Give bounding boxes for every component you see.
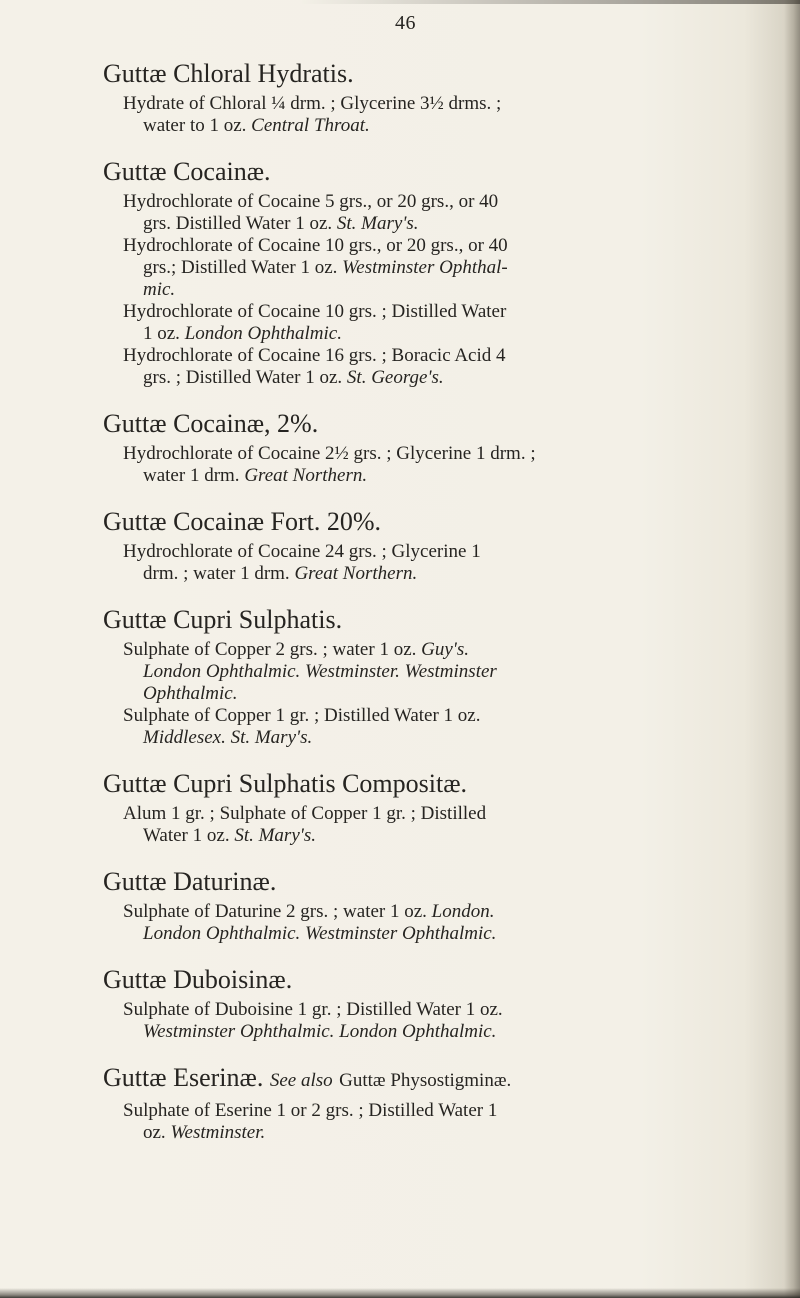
prescription-text: grs. ; Distilled Water 1 oz. [143,367,347,388]
entry-title [103,864,758,900]
prescription-text: Hydrochlorate of Cocaine 10 grs., or 20 grs., or 40 [123,235,508,256]
prescription-text: Water 1 oz. [143,825,235,846]
hospital-source: London Ophthalmic. Westminster Ophthalmic. [143,923,497,944]
formula-entry [103,864,758,945]
body-line [123,705,758,727]
see-also-note: See also [269,1070,333,1091]
prescription-text: Sulphate of Copper 2 grs. ; water 1 oz. [123,639,422,660]
body-line [123,661,758,683]
body-line [123,367,758,389]
prescription-text: Sulphate of Daturine 2 grs. ; water 1 oz. [123,901,432,922]
hospital-source: Westminster. [170,1122,266,1143]
entry-body [123,639,758,749]
entry-body [123,901,758,945]
entry-title-text: Guttæ Cocainæ Fort. 20%. [103,507,382,536]
hospital-source: Westminster Ophthalmic. London Ophthalmic. [143,1021,497,1042]
entry-title [103,1060,758,1099]
formula-entry [103,406,758,487]
prescription-text: Hydrochlorate of Cocaine 24 grs. ; Glycerine 1 [123,541,481,562]
prescription-text: Hydrochlorate of Cocaine 2½ grs. ; Glycerine 1 drm. ; [123,443,536,464]
body-line [123,115,758,137]
formula-entry [103,962,758,1043]
entry-title [103,56,758,92]
page-number: 46 [395,12,416,34]
entry-title [103,406,758,442]
see-also-reference: Guttæ Physostigminæ. [339,1070,512,1091]
entry-body [123,541,758,585]
entry-title-text: Guttæ Duboisinæ. [103,965,293,994]
body-line [123,465,758,487]
hospital-source: Guy's. [421,639,470,660]
prescription-text: Hydrochlorate of Cocaine 5 grs., or 20 grs., or 40 [123,191,499,212]
hospital-source: Westminster Ophthal- [342,257,508,278]
entry-title-text: Guttæ Cocainæ. [103,157,271,186]
body-line [123,323,758,345]
hospital-source: mic. [143,279,176,300]
hospital-source: Ophthalmic. [143,683,238,704]
body-line [123,639,758,661]
hospital-source: Great Northern. [244,465,368,486]
entry-title-text: Guttæ Daturinæ. [103,867,277,896]
prescription-text: Sulphate of Duboisine 1 gr. ; Distilled Water 1 oz. [123,999,503,1020]
formula-entry [103,504,758,585]
hospital-source: Middlesex. St. Mary's. [143,727,313,748]
hospital-source: Great Northern. [294,563,418,584]
body-line [123,279,758,301]
body-line [123,923,758,945]
body-line [123,257,758,279]
entry-title-text: Guttæ Chloral Hydratis. [103,59,354,88]
hospital-source: London. [431,901,495,922]
entry-title-text: Guttæ Cupri Sulphatis. [103,605,343,634]
body-line [123,825,758,847]
body-line [123,803,758,825]
body-line [123,563,758,585]
body-line [123,1100,758,1122]
body-line [123,1122,758,1144]
formula-entry [103,1060,758,1144]
formula-entry [103,766,758,847]
prescription-text: water to 1 oz. [143,115,252,136]
entry-body [123,191,758,389]
prescription-text: drm. ; water 1 drm. [143,563,295,584]
prescription-text: water 1 drm. [143,465,245,486]
prescription-text: Hydrochlorate of Cocaine 10 grs. ; Distilled Water [123,301,507,322]
body-line [123,999,758,1021]
prescription-text: Hydrate of Chloral ¼ drm. ; Glycerine 3½ drms. ; [123,93,502,114]
body-line [123,541,758,563]
prescription-text: Sulphate of Copper 1 gr. ; Distilled Water 1 oz. [123,705,481,726]
entry-body [123,803,758,847]
prescription-text: oz. [143,1122,171,1143]
entry-body [123,999,758,1043]
prescription-text: grs.; Distilled Water 1 oz. [143,257,343,278]
entry-title [103,766,758,802]
body-line [123,301,758,323]
hospital-source: Central Throat. [251,115,370,136]
hospital-source: St. George's. [346,367,444,388]
body-line [123,901,758,923]
hospital-source: St. Mary's. [336,213,419,234]
formula-entry [103,154,758,389]
entry-title [103,504,758,540]
body-line [123,93,758,115]
formula-entry [103,602,758,749]
prescription-text: grs. Distilled Water 1 oz. [143,213,337,234]
formula-entry [103,56,758,137]
body-line [123,1021,758,1043]
entry-title [103,602,758,638]
entry-title [103,962,758,998]
prescription-text: Hydrochlorate of Cocaine 16 grs. ; Boracic Acid 4 [123,345,506,366]
page-content [103,56,758,1161]
entry-body [123,93,758,137]
body-line [123,727,758,749]
body-line [123,235,758,257]
body-line [123,443,758,465]
page-top-shadow [300,0,800,4]
prescription-text: Sulphate of Eserine 1 or 2 grs. ; Distilled Water 1 [123,1100,498,1121]
hospital-source: London Ophthalmic. Westminster. Westminster [143,661,497,682]
page-right-shadow [784,0,800,1298]
prescription-text: Alum 1 gr. ; Sulphate of Copper 1 gr. ; Distilled [123,803,487,824]
entry-body [123,443,758,487]
entry-title-text: Guttæ Cocainæ, 2%. [103,409,319,438]
entry-body [123,1100,758,1144]
body-line [123,345,758,367]
body-line [123,213,758,235]
body-line [123,683,758,705]
entry-title [103,154,758,190]
hospital-source: St. Mary's. [234,825,316,846]
page-bottom-shadow [0,1288,800,1298]
hospital-source: London Ophthalmic. [184,323,342,344]
entry-title-text: Guttæ Eserinæ. [103,1063,264,1092]
entry-title-text: Guttæ Cupri Sulphatis Compositæ. [103,769,468,798]
body-line [123,191,758,213]
prescription-text: 1 oz. [143,323,185,344]
